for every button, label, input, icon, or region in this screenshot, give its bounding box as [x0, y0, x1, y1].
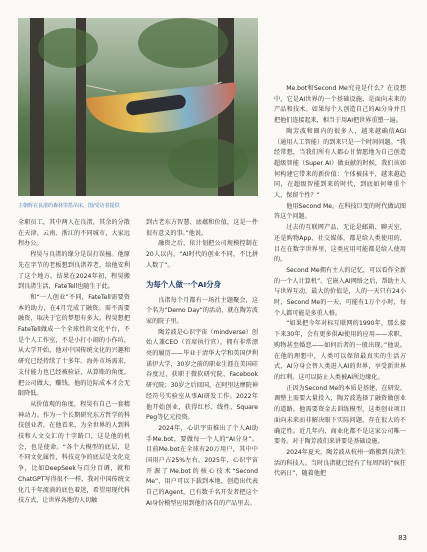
- photo-caption: 主朝辉在良渚的森林里搭吊床，图/受访者提供: [18, 203, 120, 209]
- paragraph: 从价值观的角度，程昊有自己一套精神动力。作为一个长期研究东方哲学的科技创业者，在他看来，为全世界的人到科技和人文交汇的十字路口，这是他的机会，也是使命。“各个大模型的底层，是不同文化属性，科技竞争的底层是文化竞争，比如DeepSeek与百分百调，就和ChatGPT写得很不一样，我对中国传统文化几千年流淌的底色着迷，希望用现代科技方式，让世界各地的人切触: [18, 400, 130, 505]
- foliage: [138, 18, 228, 68]
- paragraph: 全职员工，其中两人在良渚，其余的分散在天津、云南、浙江的不同城市，大家远程办公。: [18, 219, 130, 248]
- paragraph: 正因为Second Me的本质是基建，在研发、调整上需要大量投入，陶芳波选择了融资做创业的道路。他需要资金去训练模型，这类创业项目面向未来而非解决眼下实际问题，存在很大的不确定性。近几年内，商业化都不是这家公司唯一要务。对于陶芳波们来讲要是基础设施。: [274, 384, 406, 446]
- hammock-forest-photo: [18, 18, 258, 196]
- text-column-3: [274, 84, 406, 480]
- text-column-2: [146, 218, 258, 510]
- paragraph: 良渚每个月都有一场社主题聚会，这个名为“Demo Day”的活动，就在陶芳波家的院子里。: [146, 296, 258, 325]
- paragraph: 他用Second Me，在科技巨变的时代做试图答这个问题。: [274, 202, 406, 221]
- rope: [86, 85, 116, 92]
- paragraph: 融资之后，依计划把公司规模控制在20人以内，“AI时代的创业不同，不比拼人数了”。: [146, 240, 258, 269]
- foliage: [168, 138, 248, 188]
- paragraph: Second Me拥有主人的记忆，可以看作全新的一个人计算机”。它嵌入AI网络之后，帮助主人与世界互动，最大的价值是，人的一天只有24小时，Second Me的一天，可能有1万个小时，每个人都可能是多重人格。: [274, 266, 406, 317]
- text-column-1: [18, 218, 130, 507]
- paragraph: Me.bot和Second Me究竟是什么？在设想中，它是AI世界的一个基础设施，是面向未来的产品和技术。如果每个人创造自己的AI分身并且把他们连接起来，相当于用AI把世界重塑一遍。: [274, 85, 406, 125]
- paragraph: 陶芳波是心识宇宙（mindverse）创始人兼CEO（首席执行官），拥有非常漂亮的履历——毕业于清华大学和美国伊利诺伊大学，30岁之前的职业生涯在美国硅谷度过，获职于微软研究院、Facebook研究院；30岁之后回国，在阿里达摩院神经符号实验室从事AI研发工作。2022年他开始创业，获得红杉、线性、Square Peg等亿元投资。: [146, 328, 258, 422]
- paragraph: 2024年夏天，陶芳波从杭州一路搬到良渚生活的科技人。当时良渚就已经有了每周四的“疯狂代码日”，随着他把: [274, 448, 406, 478]
- foliage: [38, 28, 98, 68]
- paragraph: 程昊与良渚的缘分是误打误撞。他原先在字节的老板想到良渚养老，给他安利了这个地方。结果在2024年初，程昊搬到良渚生活，FateTell也随生于此。: [18, 251, 130, 291]
- paragraph: 和“一人创业”不同，FateTell需要资本的助力，在4月完成了融资。需不需要融资，取决于它的梦想有多大。程昊想把FateTell做成一个全球性的文化平台，不是个人工作室，不是小打小闹的小作坊，从大学开始，他对中国传统文化的兴趣和研究已经持续了十多年。海外市场需求，支付能力也已经被验证，从算账的角度，把公司做大，赚钱，他的边际成本才会无限降低。: [18, 293, 130, 398]
- section-heading: 为每个人做一个AI分身: [146, 279, 221, 289]
- paragraph: 到古老东方智慧、底蕴和价值，这是一件很有意义的事。”他说。: [146, 219, 258, 237]
- page-number: 83: [398, 534, 407, 542]
- paragraph: “如果把今年对标互联网的1990年，那么接下来30年，会有更多供AI使用的应用——求职、购物甚至婚恋——如何后者的一般出现。”他说。在他的理想中，人类可以保留最真实的生活方式，AI分身会替人类进入AI的世界，享受新世界的红利。这可以防止人类被AI所边缘化。: [274, 320, 406, 381]
- paragraph: 2024年，心识宇宙推出了个人AI助手Me.bot，要做每一个人的“AI分身”。目前Me.bot在全球有20万用户，其中中国用户占25%左右。2025年，心识宇宙开源了Me.bot的核心技术“Second Me”，用户可以下载到本地，创造出代表自己的Agent，已有数千名开发者把这个AI身份模型应用到他们各自的产品里去。: [146, 424, 258, 507]
- paragraph: 陶芳波和圈内的很多人，越来越确信AGI（通用人工智能）的到来只是一个时间问题。“我经常想，当我们所有人都心甘情愿地为自己创造超级智能（Super AI）做贡献的时候，我们该如何构建它带来的新价值：个体被抹平，越来越趋同，在超级智能到来的时代，到底如何尊重个人，保留个性？”: [274, 127, 406, 200]
- paragraph: 过去的互联网产品，无论是邮箱、聊天室，还是购物App、社交媒体，都是给人类使用的，目在在数字世界里，这类应用可能都是给人使用的。: [274, 224, 406, 264]
